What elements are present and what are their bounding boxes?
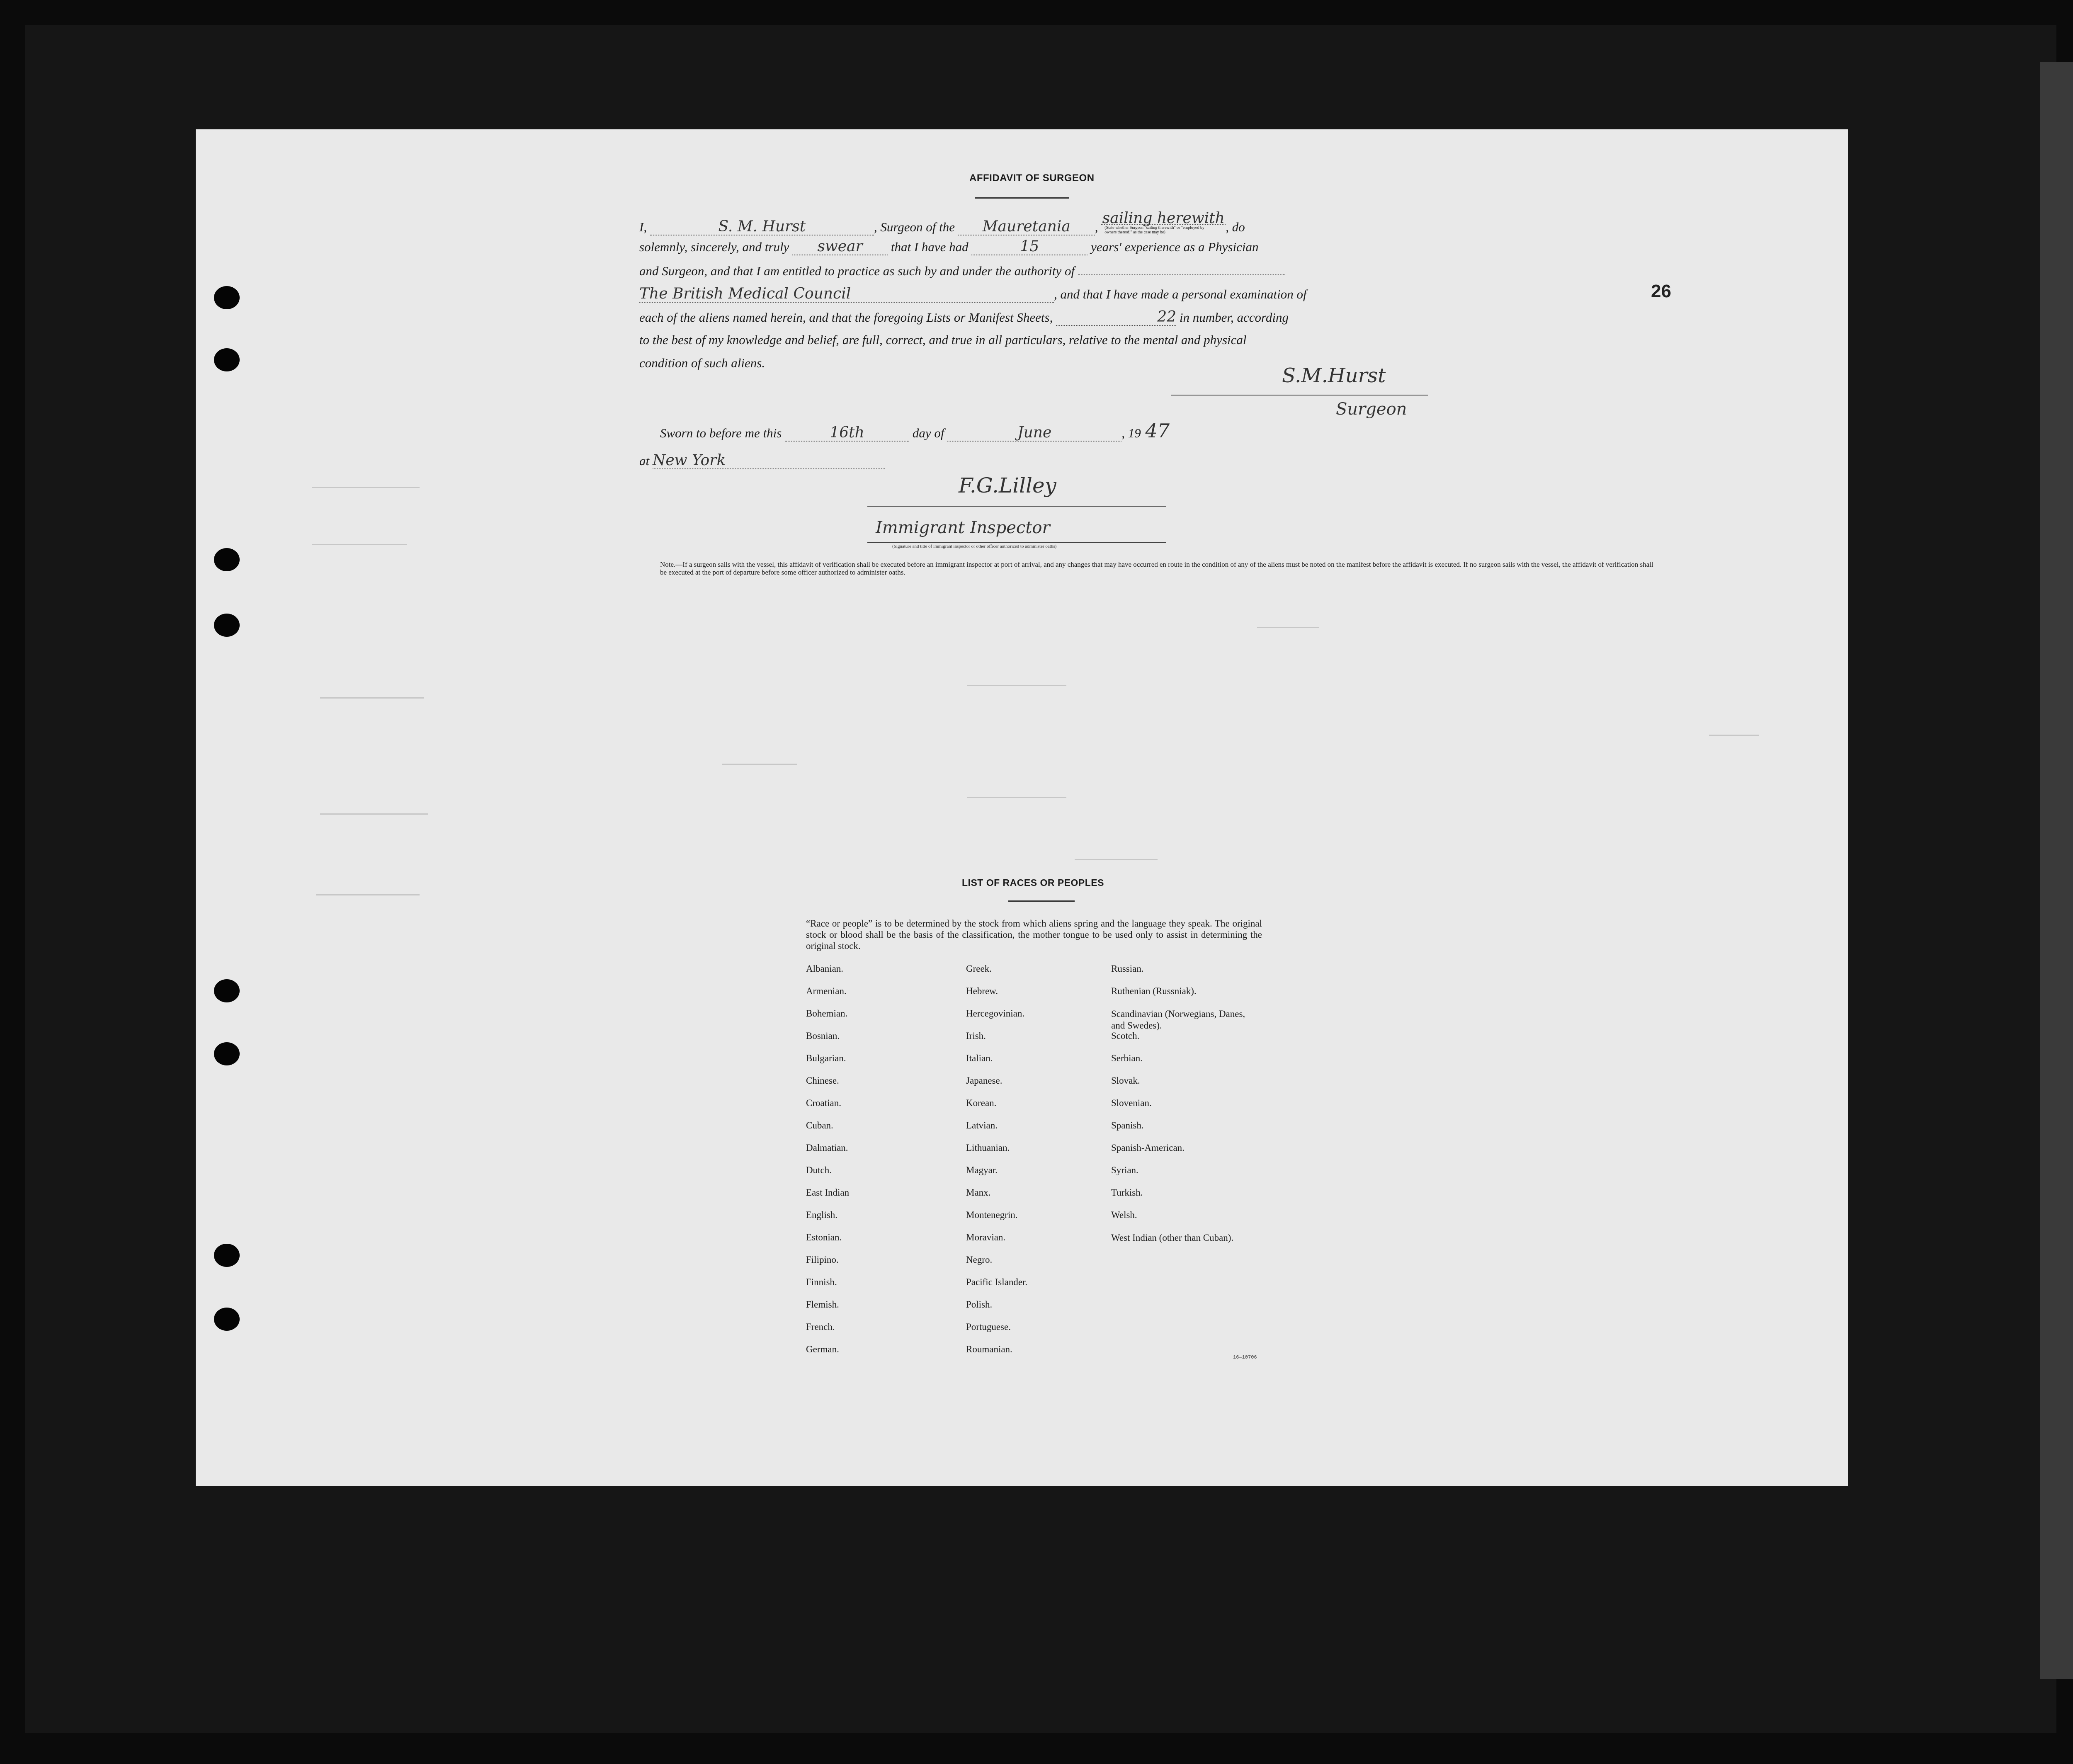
race-item: Korean.: [966, 1098, 997, 1108]
bleed-through-line: [312, 487, 420, 488]
affidavit-line-2: [639, 238, 1258, 255]
race-item: Negro.: [966, 1254, 993, 1265]
race-item: Bosnian.: [806, 1031, 840, 1041]
title-underline: [975, 197, 1069, 199]
inspector-title: Immigrant Inspector: [876, 518, 1050, 537]
race-item: Dalmatian.: [806, 1143, 848, 1153]
bleed-through-line: [320, 813, 428, 815]
race-item: Flemish.: [806, 1299, 839, 1310]
bleed-through-line: [1075, 859, 1158, 860]
licensing-authority: The British Medical Council: [639, 285, 1054, 303]
race-item: East Indian: [806, 1187, 850, 1198]
race-item: Spanish-American.: [1111, 1143, 1185, 1153]
inspector-signature-line: [867, 506, 1166, 507]
race-item: Hebrew.: [966, 986, 998, 996]
race-item: Bohemian.: [806, 1008, 848, 1019]
race-item: Italian.: [966, 1053, 993, 1063]
punch-hole: [214, 1042, 240, 1065]
surgeon-title: Surgeon: [1336, 400, 1407, 419]
race-item: Greek.: [966, 963, 992, 974]
race-item: Pacific Islander.: [966, 1277, 1028, 1287]
place-line: [639, 452, 885, 469]
race-item: Magyar.: [966, 1165, 998, 1175]
sworn-place: New York: [653, 452, 885, 469]
affidavit-line-4: [639, 285, 1307, 303]
race-item: Portuguese.: [966, 1322, 1011, 1332]
oath-text: , and that I have made a personal examination of: [1054, 287, 1307, 301]
races-column-1: [806, 963, 849, 1366]
punch-hole: [214, 979, 240, 1002]
sworn-day: 16th: [785, 424, 909, 442]
oath-text: that I have had: [891, 240, 969, 254]
surgeon-signature-line: [1171, 395, 1428, 396]
bleed-through-line: [1257, 627, 1319, 628]
affidavit-line-1: [639, 210, 1245, 235]
race-item: Montenegrin.: [966, 1210, 1018, 1220]
inspector-signature: F.G.Lilley: [959, 473, 1056, 497]
race-item: Estonian.: [806, 1232, 842, 1242]
race-item: Lithuanian.: [966, 1143, 1010, 1153]
race-item: Filipino.: [806, 1254, 839, 1265]
surgeon-name: S. M. Hurst: [650, 218, 874, 235]
race-item: French.: [806, 1322, 835, 1332]
race-item: German.: [806, 1344, 839, 1354]
punch-hole: [214, 348, 240, 371]
sailing-status-instruction: (State whether Surgeon "sailing therewith" or "employed by owners thereof," as the case may be): [1104, 226, 1204, 235]
race-item: Dutch.: [806, 1165, 832, 1175]
race-item: Chinese.: [806, 1075, 839, 1086]
oath-text: and Surgeon, and that I am entitled to practice as such by and under the authority of: [639, 264, 1075, 278]
race-item: Manx.: [966, 1187, 991, 1198]
authority-dots: [1078, 262, 1285, 275]
affidavit-line-7: [639, 356, 765, 371]
race-item: Roumanian.: [966, 1344, 1012, 1354]
punch-hole: [214, 1308, 240, 1331]
inspector-caption: (Signature and title of immigrant inspector or other officer authorized to administer oaths): [892, 544, 1057, 549]
manifest-page: [196, 129, 1848, 1486]
bleed-through-line: [316, 894, 420, 895]
manifest-sheet-count: 22: [1056, 308, 1176, 326]
race-item: Moravian.: [966, 1232, 1006, 1242]
race-item: Armenian.: [806, 986, 847, 996]
bleed-through-line: [320, 697, 424, 699]
oath-pronoun: I,: [639, 220, 647, 234]
race-item: Slovak.: [1111, 1075, 1140, 1086]
oath-text: , 19: [1121, 426, 1141, 440]
race-item: Spanish.: [1111, 1120, 1144, 1131]
race-item: Syrian.: [1111, 1165, 1138, 1175]
race-item: Serbian.: [1111, 1053, 1143, 1063]
race-item: Cuban.: [806, 1120, 833, 1131]
sailing-status: sailing herewith: [1101, 210, 1226, 225]
race-item: Polish.: [966, 1299, 993, 1310]
oath-text: years' experience as a Physician: [1091, 240, 1259, 254]
races-title-underline: [1008, 900, 1075, 902]
races-column-3: [1111, 963, 1260, 1254]
races-column-2: [966, 963, 1027, 1366]
inspector-title-line: [867, 542, 1166, 543]
oath-text: in number, according: [1179, 310, 1289, 325]
punch-hole: [214, 286, 240, 309]
bleed-through-line: [967, 797, 1066, 798]
oath-text: Sworn to before me this: [660, 426, 782, 440]
race-item: Ruthenian (Russniak).: [1111, 986, 1197, 996]
oath-text: solemnly, sincerely, and truly: [639, 240, 789, 254]
race-item: Latvian.: [966, 1120, 998, 1131]
race-item: Croatian.: [806, 1098, 841, 1108]
race-item: Albanian.: [806, 963, 844, 974]
oath-text: condition of such aliens.: [639, 356, 765, 370]
races-title: LIST OF RACES OR PEOPLES: [962, 877, 1104, 888]
race-item: English.: [806, 1210, 838, 1220]
punch-hole: [214, 548, 240, 571]
race-item: Scotch.: [1111, 1031, 1140, 1041]
affidavit-title: AFFIDAVIT OF SURGEON: [969, 172, 1095, 184]
race-item: Finnish.: [806, 1277, 837, 1287]
years-experience: 15: [971, 238, 1087, 255]
race-item: Slovenian.: [1111, 1098, 1152, 1108]
bleed-through-line: [967, 685, 1066, 686]
bleed-through-line: [312, 544, 407, 545]
affidavit-note: Note.—If a surgeon sails with the vessel, this affidavit of verification shall be executed before an immigrant inspector at port of arrival, and any changes that may have occurred en route in the condition of any of the aliens must be noted on the manifest before the affidavit is executed. If no surgeon sails with the vessel, the affidavit of verification shall be executed at the port of departure before some officer authorized to administer oaths.: [660, 561, 1653, 576]
adjacent-page-edge: [2040, 62, 2073, 1679]
oath-type: swear: [792, 238, 888, 255]
race-item: West Indian (other than Cuban).: [1111, 1233, 1234, 1243]
surgeon-signature: S.M.Hurst: [1282, 364, 1386, 387]
affidavit-line-6: [639, 332, 1247, 347]
oath-text: day of: [912, 426, 944, 440]
race-item: Irish.: [966, 1031, 986, 1041]
sworn-year: 47: [1145, 420, 1170, 442]
punch-hole: [214, 1244, 240, 1267]
punch-hole: [214, 614, 240, 637]
race-item: Russian.: [1111, 963, 1144, 974]
oath-text: ,: [1095, 220, 1098, 234]
page-number: 26: [1651, 281, 1671, 301]
race-item: Japanese.: [966, 1075, 1003, 1086]
race-item: Turkish.: [1111, 1187, 1143, 1198]
race-item: Welsh.: [1111, 1210, 1137, 1220]
sworn-month: June: [947, 424, 1121, 442]
affidavit-line-5: [639, 308, 1289, 326]
race-item: Bulgarian.: [806, 1053, 846, 1063]
oath-text: , Surgeon of the: [874, 220, 955, 234]
oath-text: to the best of my knowledge and belief, are full, correct, and true in all particulars, relative to the mental and physical: [639, 332, 1247, 347]
affidavit-line-3: [639, 262, 1285, 279]
vessel-name: Mauretania: [958, 218, 1095, 235]
races-intro: “Race or people” is to be determined by the stock from which aliens spring and the language they speak. The original stock or blood shall be the basis of the classification, the mother tongue to be used only to assist in determining the original stock.: [806, 918, 1262, 951]
race-item: Scandinavian (Norwegians, Danes, and Swedes).: [1111, 1009, 1245, 1031]
sworn-line: [660, 420, 1174, 442]
race-item: Hercegovinian.: [966, 1008, 1025, 1019]
bleed-through-line: [722, 764, 797, 765]
oath-text: at: [639, 454, 650, 468]
form-code: 16—10706: [1233, 1354, 1257, 1360]
oath-text: each of the aliens named herein, and that the foregoing Lists or Manifest Sheets,: [639, 310, 1053, 325]
oath-text: , do: [1226, 220, 1245, 234]
bleed-through-line: [1709, 735, 1759, 736]
